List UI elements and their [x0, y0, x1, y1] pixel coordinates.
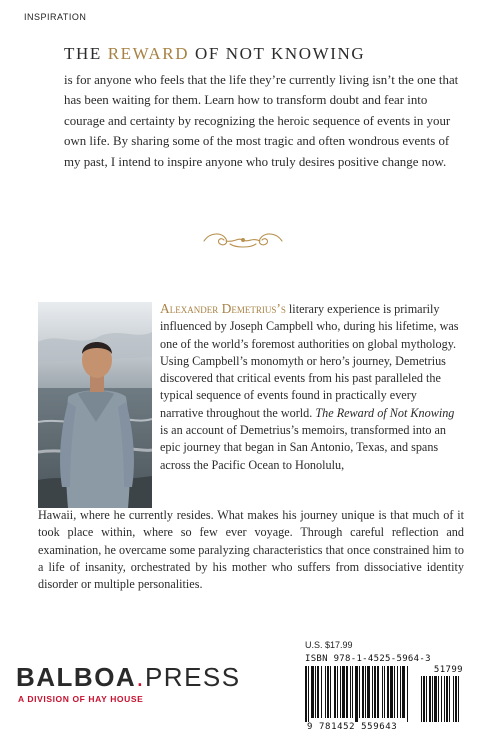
bio-text-part-1: literary experience is primarily influenced by Joseph Campbell who, during his lifetime, was one of the world’s foremost authorities on global mythology. Using Campbell’s monomyth or hero’s journey, Demetrius discovered that critical events from his past paralleled the typical sequence of events found in practically every narrative throughout the world. — [160, 302, 459, 420]
book-title-heading — [64, 44, 464, 64]
author-photo — [38, 302, 152, 508]
barcode-icon — [303, 666, 463, 722]
price-label: U.S. $17.99 — [305, 640, 353, 650]
isbn-text: ISBN 978-1-4525-5964-3 — [305, 654, 431, 664]
barcode-main-digits: 9 781452 559643 — [307, 722, 398, 732]
back-cover-blurb — [64, 44, 464, 172]
barcode-addon-digits: 51799 — [433, 665, 463, 675]
bio-text-part-2: is an account of Demetrius’s memoirs, transformed into an epic journey that began in San Antonio, Texas, and spans across the Pacific Ocean to Honolulu, — [160, 423, 446, 472]
publisher-subtitle: A DIVISION OF HAY HOUSE — [18, 694, 144, 704]
publisher-dot: . — [136, 662, 145, 692]
isbn-barcode — [303, 654, 463, 734]
author-bio-bottom: Hawaii, where he currently resides. What makes his journey unique is that much of it took place within, where so few ever voyage. Through careful reflection and examination, he overcame some paralyzing characteristics that once constrained him to a life of insanity, orchestrated by his mother who suffers from dissociative identity disorder or multiple personalities. — [38, 508, 464, 592]
publisher-name-light: PRESS — [144, 662, 241, 692]
title-suffix: OF NOT KNOWING — [189, 44, 366, 63]
flourish-ornament-icon — [200, 228, 286, 252]
author-name: Alexander Demetrius’s — [160, 301, 286, 316]
category-label: INSPIRATION — [24, 12, 87, 22]
bio-book-title: The Reward of Not Knowing — [315, 405, 455, 420]
publisher-name — [16, 662, 241, 693]
author-bio-top — [160, 300, 462, 474]
blurb-paragraph: is for anyone who feels that the life they’re currently living isn’t the one that has been waiting for them. Learn how to transform doubt and fear into courage and certainty by recognizing the heroic sequence of events in your own life. By sharing some of the most tragic and often wondrous events of my past, I intend to inspire anyone who truly desires positive change now. — [64, 73, 459, 169]
publisher-name-bold: BALBOA — [16, 662, 137, 692]
publisher-logo — [16, 662, 241, 704]
title-accent-word: REWARD — [107, 44, 190, 63]
title-prefix: THE — [64, 44, 108, 63]
